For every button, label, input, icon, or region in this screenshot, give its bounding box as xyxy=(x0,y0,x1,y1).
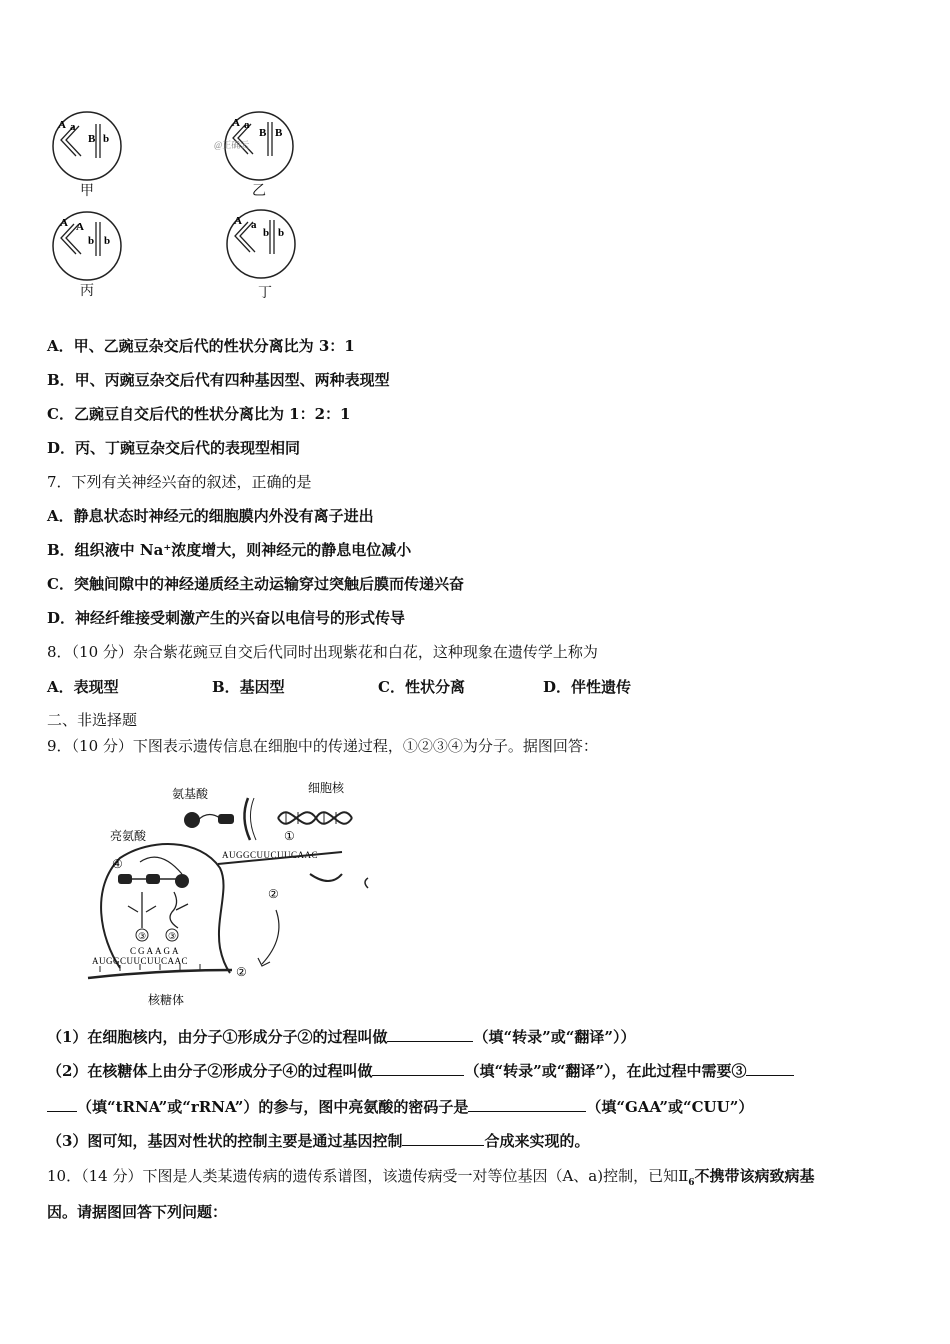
q9-part2-text-a: （2）在核糖体上由分子②形成分子④的过程叫做 xyxy=(47,1062,373,1080)
molecule-2-label: ② xyxy=(268,887,279,901)
cell-label-jia: 甲 xyxy=(80,183,94,199)
q8-stem: 8．（10 分）杂合紫花豌豆自交后代同时出现紫花和白花，这种现象在遗传学上称为 xyxy=(47,643,598,661)
molecule-2-label-bottom: ② xyxy=(236,965,247,979)
q8-option-a: A．表现型 xyxy=(47,678,119,696)
answer-blank[interactable] xyxy=(372,1060,464,1076)
q7-stem: 7．下列有关神经兴奋的叙述，正确的是 xyxy=(47,473,312,491)
amino-acid-label: 氨基酸 xyxy=(172,787,209,801)
cell-diagram-ding xyxy=(222,206,300,284)
q10-stem-b: 不携带该病致病基 xyxy=(694,1167,815,1185)
q9-part2-text-d: （填“GAA”或“CUU”） xyxy=(586,1098,754,1116)
q9-part2-text-c: （填“tRNA”或“rRNA”）的参与，图中亮氨酸的密码子是 xyxy=(77,1098,469,1116)
cell-label-ding: 丁 xyxy=(258,285,272,301)
q7-option-a: A．静息状态时神经元的细胞膜内外没有离子进出 xyxy=(47,507,374,525)
answer-blank[interactable] xyxy=(387,1026,473,1042)
q6-option-a: A．甲、乙豌豆杂交后代的性状分离比为 3：1 xyxy=(47,337,355,355)
q9-part3-text-b: 合成来实现的。 xyxy=(484,1132,590,1150)
q9-part1 xyxy=(47,1026,635,1047)
molecule-4-label: ④ xyxy=(112,857,123,871)
cell-diagram-jia xyxy=(48,108,126,186)
q9-part3-text-a: （3）图可知，基因对性状的控制主要是通过基因控制 xyxy=(47,1132,403,1150)
cell-label-bing: 丙 xyxy=(80,283,94,299)
molecule-1-label: ① xyxy=(284,829,295,843)
gene-label: a xyxy=(244,119,250,131)
q9-stem: 9．（10 分）下图表示遗传信息在细胞中的传递过程，①②③④为分子。据图回答： xyxy=(47,737,598,755)
cell-diagram-bing xyxy=(48,208,126,286)
q6-option-d: D．丙、丁豌豆杂交后代的表现型相同 xyxy=(47,439,301,457)
q6-option-c: C．乙豌豆自交后代的性状分离比为 1：2：1 xyxy=(47,405,351,423)
q9-part1-text-a: （1）在细胞核内，由分子①形成分子②的过程叫做 xyxy=(47,1028,388,1046)
q9-part2-text-b: （填“转录”或“翻译”），在此过程中需要③ xyxy=(464,1062,747,1080)
q9-part2-line2 xyxy=(47,1096,753,1117)
answer-blank[interactable] xyxy=(47,1096,77,1112)
amino-acid-molecule xyxy=(184,812,200,828)
section-heading: 二、非选择题 xyxy=(47,711,138,729)
q7-option-b: B．组织液中 Na⁺浓度增大，则神经元的静息电位减小 xyxy=(47,541,412,559)
mrna-sequence-top: AUGGCUUCUUCAAC xyxy=(222,850,319,860)
gene-label: b xyxy=(103,133,110,145)
molecule-3-label: ③ xyxy=(138,931,147,941)
mrna-sequence-bottom: AUGGCUUCUUCAAC xyxy=(92,956,189,966)
gene-label: b xyxy=(278,227,285,239)
nucleus-label: 细胞核 xyxy=(308,781,345,795)
q9-part2-line1 xyxy=(47,1060,794,1081)
gene-label: A xyxy=(232,117,240,129)
answer-blank[interactable] xyxy=(402,1130,484,1146)
q8-option-c: C．性状分离 xyxy=(378,678,465,696)
anticodon-sequence: CGAAGA xyxy=(130,946,181,956)
gene-label: B xyxy=(275,127,283,139)
translation-diagram xyxy=(80,778,390,1010)
watermark: @正确云 xyxy=(214,140,250,150)
gene-label: B xyxy=(88,133,96,145)
q9-part1-text-b: （填“转录”或“翻译”）） xyxy=(473,1028,636,1046)
gene-label: a xyxy=(70,121,76,133)
gene-label: A xyxy=(76,221,84,233)
gene-label: A xyxy=(234,215,242,227)
gene-label: b xyxy=(263,227,270,239)
answer-blank[interactable] xyxy=(746,1060,794,1076)
q8-option-d: D．伴性遗传 xyxy=(543,678,632,696)
q7-option-d: D．神经纤维接受刺激产生的兴奋以电信号的形式传导 xyxy=(47,609,406,627)
cell-diagram-yi xyxy=(214,108,298,186)
q10-stem-line2: 因。请据图回答下列问题： xyxy=(47,1203,228,1221)
q7-option-c: C．突触间隙中的神经递质经主动运输穿过突触后膜而传递兴奋 xyxy=(47,575,464,593)
q8-option-b: B．基因型 xyxy=(212,678,285,696)
q10-stem-line1 xyxy=(47,1166,815,1193)
gene-label: A xyxy=(60,217,68,229)
gene-label: b xyxy=(88,235,95,247)
gene-label: a xyxy=(251,219,257,231)
q9-part3 xyxy=(47,1130,589,1151)
cell-label-yi: 乙 xyxy=(252,183,266,199)
gene-label: b xyxy=(104,235,111,247)
answer-blank[interactable] xyxy=(468,1096,586,1112)
molecule-3-label: ③ xyxy=(168,931,177,941)
q10-stem-a: 10．（14 分）下图是人类某遗传病的遗传系谱图，该遗传病受一对等位基因（A、a)控制，已知Ⅱ xyxy=(47,1167,689,1185)
q10-subscript: 6 xyxy=(688,1178,695,1188)
leucine-label: 亮氨酸 xyxy=(110,829,147,843)
gene-label: A xyxy=(58,119,66,131)
ribosome-label: 核糖体 xyxy=(148,993,185,1007)
q6-option-b: B．甲、丙豌豆杂交后代有四种基因型、两种表现型 xyxy=(47,371,390,389)
gene-label: B xyxy=(259,127,267,139)
